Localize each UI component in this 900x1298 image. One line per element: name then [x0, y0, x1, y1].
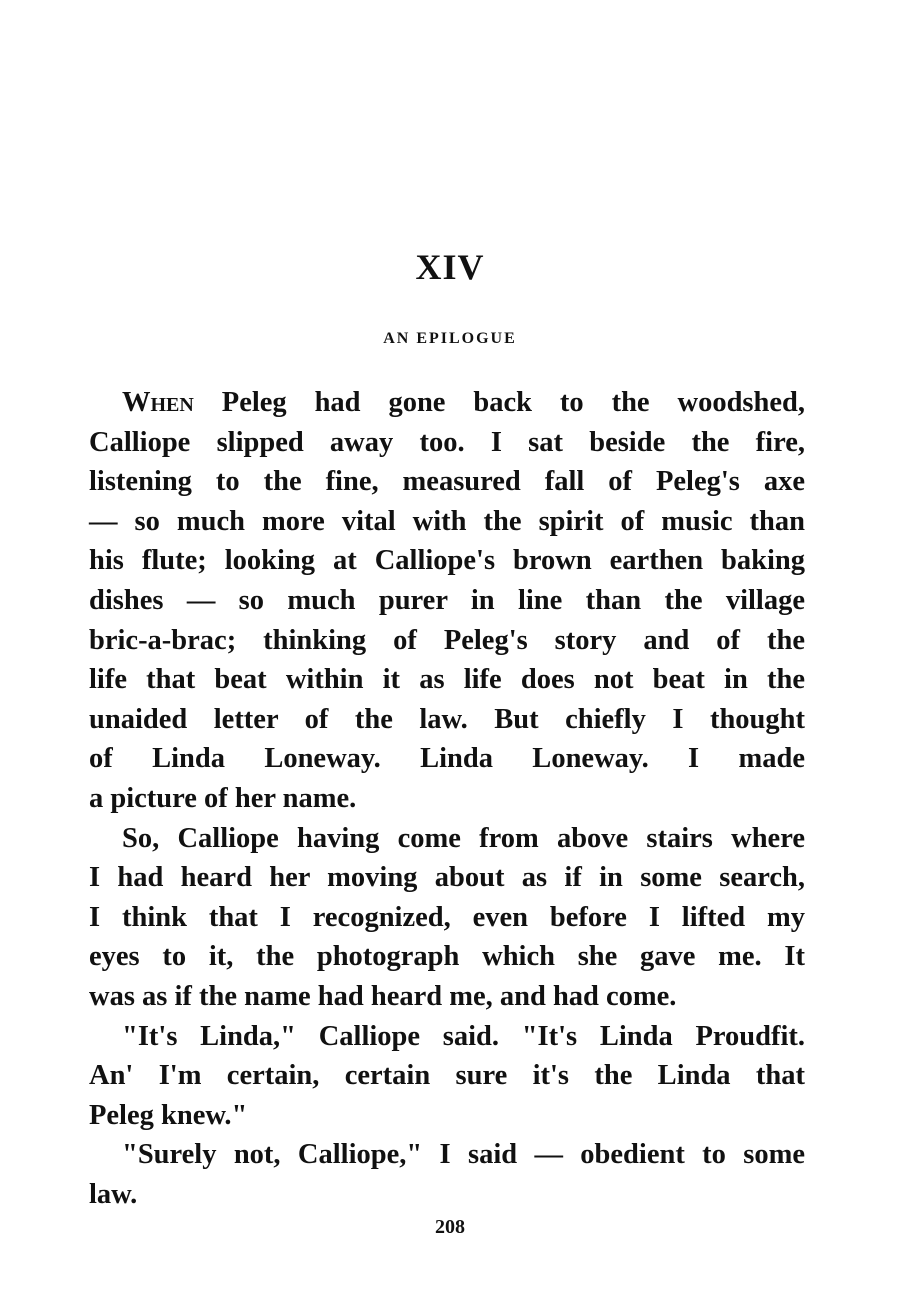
line-text: Peleg had gone back to the woodshed,	[221, 387, 805, 418]
text-line: his flute; looking at Calliope's brown earthen baking	[89, 545, 805, 577]
text-line: An' I'm certain, certain sure it's the Linda that	[89, 1060, 805, 1092]
page-number: 208	[435, 1216, 465, 1238]
paragraph-3	[89, 1017, 805, 1136]
text-line: of Linda Loneway. Linda Loneway. I made	[89, 743, 805, 775]
chapter-number: XIV	[415, 247, 485, 287]
chapter-title: AN EPILOGUE	[383, 330, 517, 347]
body-text	[89, 383, 805, 1214]
text-line: dishes — so much purer in line than the village	[89, 584, 805, 616]
text-line: eyes to it, the photograph which she gave me. It	[89, 941, 805, 973]
text-line: listening to the fine, measured fall of Peleg's axe	[89, 466, 805, 498]
paragraph-2	[89, 819, 805, 1017]
text-line: was as if the name had heard me, and had come.	[89, 980, 677, 1012]
text-line: Peleg knew."	[89, 1099, 248, 1131]
paragraph-4	[89, 1135, 805, 1214]
text-line: bric-a-brac; thinking of Peleg's story and of the	[89, 624, 805, 656]
text-line: life that beat within it as life does not beat in the	[89, 664, 805, 696]
text-line: law.	[89, 1178, 138, 1210]
text-line: unaided letter of the law. But chiefly I thought	[89, 703, 805, 735]
text-line: So, Calliope having come from above stairs where	[122, 822, 805, 854]
text-line: "Surely not, Calliope," I said — obedient to some	[122, 1139, 805, 1171]
drop-word: When	[122, 387, 194, 418]
text-line: — so much more vital with the spirit of music than	[89, 505, 805, 537]
text-line: a picture of her name.	[89, 782, 357, 814]
paragraph-1	[89, 383, 805, 819]
text-line: Calliope slipped away too. I sat beside the fire,	[89, 426, 805, 458]
text-line: I think that I recognized, even before I lifted my	[89, 901, 805, 933]
text-line: "It's Linda," Calliope said. "It's Linda Proudfit.	[122, 1020, 805, 1052]
text-line: I had heard her moving about as if in some search,	[89, 862, 805, 894]
text-line	[89, 383, 805, 423]
